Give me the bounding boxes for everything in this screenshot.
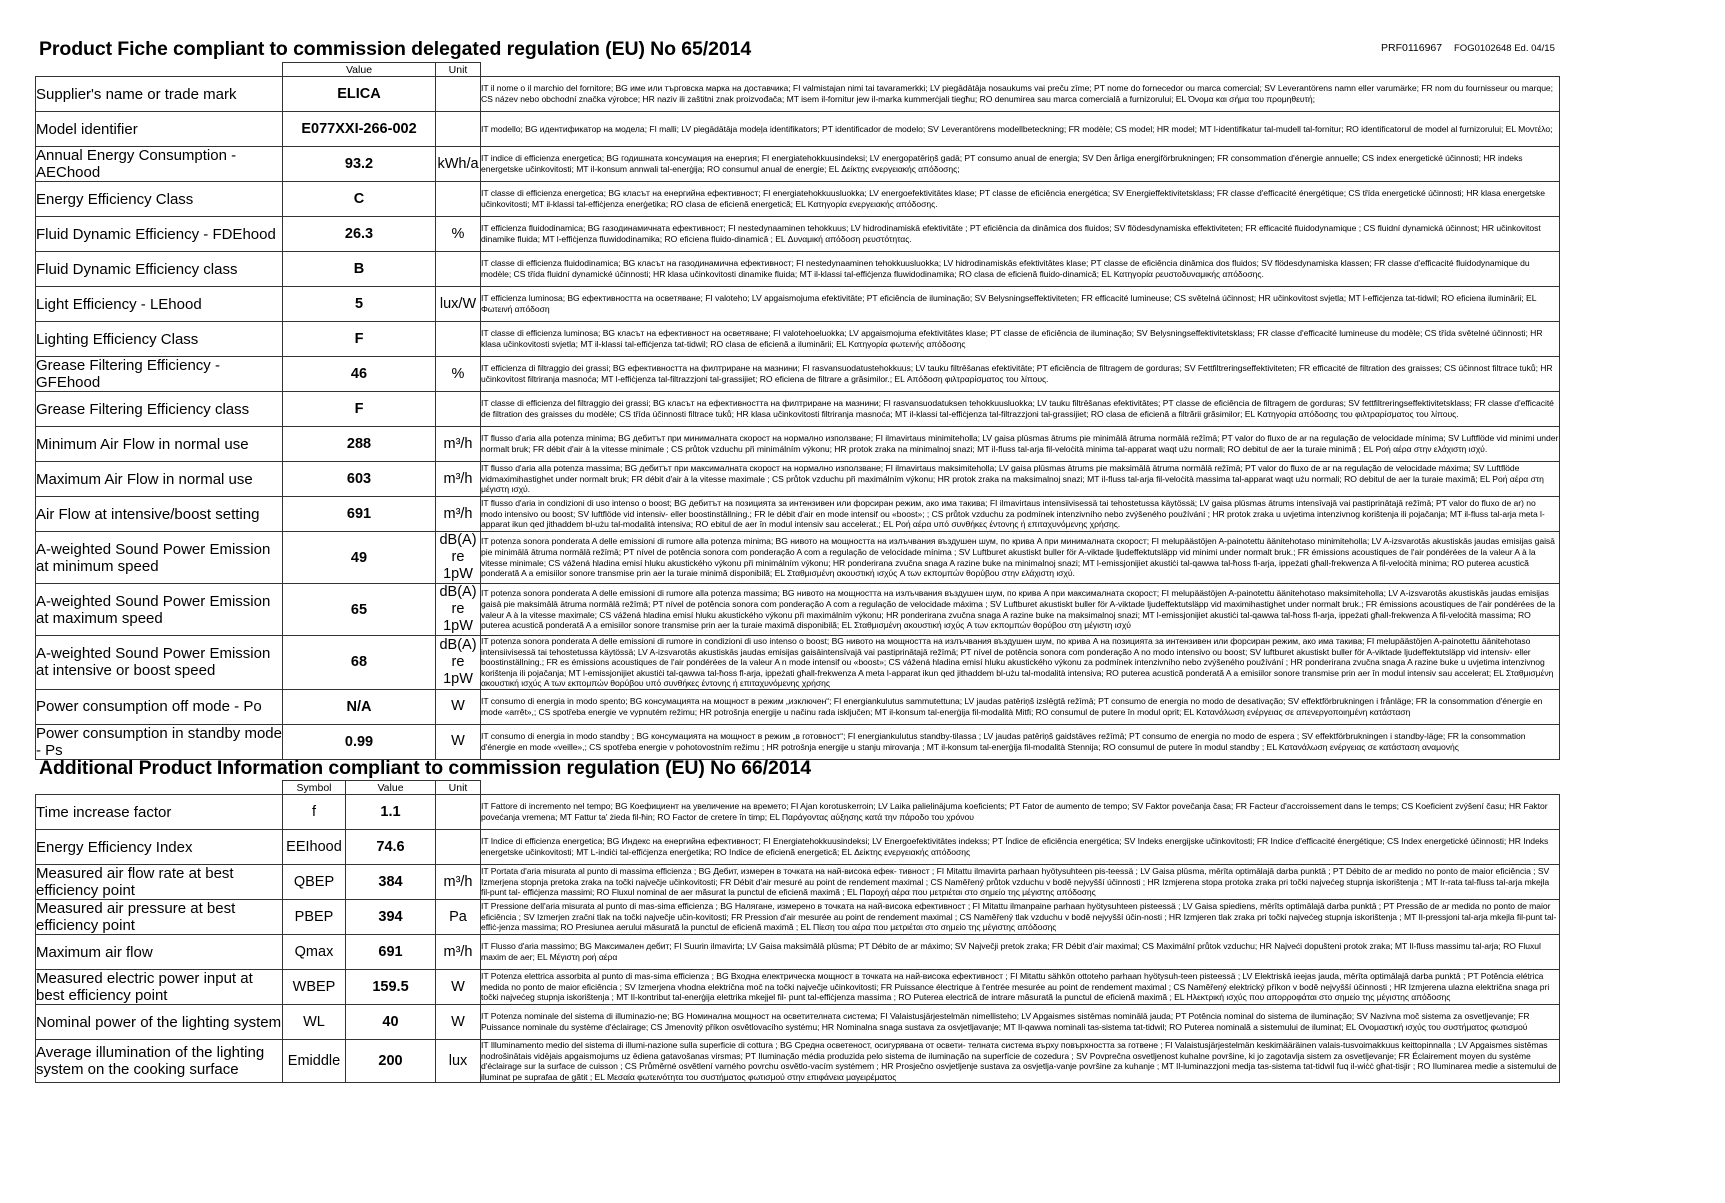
additional-info-symbol: Qmax: [283, 935, 346, 970]
additional-info-unit: m³/h: [436, 865, 481, 900]
fiche-value: B: [283, 252, 436, 287]
fiche-label: Power consumption in standby mode - Ps: [36, 724, 282, 759]
additional-info-label: Energy Efficiency Index: [36, 830, 283, 865]
additional-info-symbol: QBEP: [283, 865, 346, 900]
additional-info-value: 1.1: [346, 795, 436, 830]
column-header-value: Value: [283, 63, 436, 77]
fiche-row: [36, 217, 1560, 252]
additional-info-table: [35, 780, 1560, 1083]
fiche-unit: kWh/a: [436, 147, 481, 182]
fiche-unit: dB(A) re 1pW: [436, 636, 481, 690]
additional-info-value: 74.6: [346, 830, 436, 865]
additional-info-row: [36, 935, 1560, 970]
additional-info-value: 394: [346, 900, 436, 935]
additional-info-row: [36, 795, 1560, 830]
fiche-unit: dB(A) re 1pW: [436, 532, 481, 584]
fiche-value: 46: [283, 357, 436, 392]
additional-info-description: IT Indice di efficienza energetica; BG Индекс на енергийна ефективност; FI Energiatehokkuusindeksi; LV Energoefektivitātes indekss; PT Índice de eficiência energética; SV Indeks energijske učinkovitosti; FR Indice d'efficacité énergétique; CS Index energetické účinnosti; HR Indeks energetske učinkovitosti; MT L-indiċi tal-effiċjenza enerġetika; RO Indice de eficienă energetică; EL Δείκτης ενεργειακής απόδοσης: [481, 830, 1560, 865]
column-header-symbol: Symbol: [283, 781, 346, 795]
fiche-label: Power consumption off mode - Po: [36, 689, 283, 724]
additional-info-row: [36, 900, 1560, 935]
additional-info-row: [36, 830, 1560, 865]
fiche-value: ELICA: [283, 77, 436, 112]
additional-info-unit: Pa: [436, 900, 481, 935]
fiche-description: IT classe di efficienza luminosa; BG класът на ефективност на осветяване; FI valotehoeluokka; LV apgaismojuma efektivitātes klase; PT classe de eficiência de iluminação; SV Belysningseffektivitetsklass; FR classe d'efficacité lumineuse du modèle; CS třída světelné účinnosti; HR klasa učinkovitosti svjetla; MT il-klassi tal-effiċjenza tat-tidwil; RO clasa de eficienă a iluminării; EL Κατηγορία φωτεινής απόδοσης: [481, 322, 1560, 357]
fiche-description: IT indice di efficienza energetica; BG годишната консумация на енергия; FI energiatehokkuusindeksi; LV energopatēriņš gadā; PT consumo anual de energia; SV Den årliga energiförbrukningen; FR consommation d'énergie annuelle; CS index energetické účinnosti; HR indeks energetske učinkovitosti; MT il-konsum annwali tal-enerġija; RO consumul anual de energie; EL Δείκτης ενεργειακής απόδοσης;: [481, 147, 1560, 182]
additional-info-label: Average illumination of the lighting system on the cooking surface: [36, 1040, 283, 1083]
product-reference-code: PRF0116967: [1381, 42, 1443, 54]
fiche-description: IT il nome o il marchio del fornitore; BG име или търговска марка на доставчика; FI valmistajan nimi tai tavaramerkki; LV piegādātāja nosaukums vai preču zīme; PT nome do fornecedor ou marca comercial; SV Leverantörens namn eller varumärke; FR nom du fournisseur ou marque; CS název nebo obchodní značka výrobce; HR naziv ili zaštitni znak proizvođača; MT isem il-fornitur jew il-marka kummerċjali tiegħu; RO denumirea sau marca comercială a furnizorului; EL Όνομα και σήμα του προμηθευτή;: [481, 77, 1560, 112]
fiche-label: Light Efficiency - LEhood: [36, 287, 283, 322]
fiche-label: Energy Efficiency Class: [36, 182, 283, 217]
fiche-description: IT classe di efficienza del filtraggio dei grassi; BG класът на ефективността на филтриране на мазнини; FI rasvansuodatuksen tehokkuusluokka; LV tauku filtrēšanas efektivitātes; PT classe de eficiência de filtragem de gorduras; SV fettfiltreringseffektivitetsklass; FR classe d'efficacité de filtration des graisses du modèle; CS třída účinnosti filtrace tuků; HR klasa učinkovitosti filtriranja masnoća; MT il-klassi tal-effiċjenza tal-filtrazzjoni tal-grassijiet; RO clasa de eficienă a filtrării grăsimilor; EL Κατηγορία απόδοσης του φιλτραρίσματος του λίπους.: [481, 392, 1560, 427]
additional-info-description: IT Potenza elettrica assorbita al punto di mas-sima efficienza ; BG Входна електрическа мощност в точката на най-висока ефективност ; FI Mitattu sähkön ottoteho parhaan hyötysuh-teen pisteessä ; LV Elektriskā ieejas jauda, mērīta optimālajā darba punktā ; PT Potência elétrica medida no ponto de maior eficiência ; SV Izmerjena vhodna električna moč na točki največje učinkovitosti; FR Puissance électrique à l'entrée mesurée au point de rendement maximal ; CS Naměřený elektrický příkon v bodě nejvyšší účinnosti ; HR Izmjerena ulazna električna snaga pri točki najvećeg stupnja iskorištenja ; MT Il-kontribut tal-enerġija elettrika mkejjel fil- punt tal-effiċjenza massima ; RO Puterea electrică de intrare măsurată la punctul de eficienă maximă ; EL Ηλεκτρική ισχύς που απορροφάται στο σημείο της μέγιστης απόδοσης: [481, 970, 1560, 1005]
fiche-label: A-weighted Sound Power Emission at minimum speed: [36, 532, 283, 584]
fiche-label: Fluid Dynamic Efficiency - FDEhood: [36, 217, 283, 252]
fiche-label: Fluid Dynamic Efficiency class: [36, 252, 283, 287]
additional-info-label: Nominal power of the lighting system: [36, 1005, 283, 1040]
column-header-unit: Unit: [436, 781, 481, 795]
additional-info-value: 200: [346, 1040, 436, 1083]
fiche-unit: [436, 392, 481, 427]
fiche-unit: W: [436, 724, 481, 759]
fiche-value: 0.99: [283, 724, 436, 759]
fiche-description: IT modello; BG идентификатор на модела; FI malli; LV piegādātāja modeļa identifikators; PT identificador de modelo; SV Leverantörens modellbeteckning; FR modèle; CS model; HR model; MT l-identifikatur tal-mudell tal-fornitur; RO identificatorul de model al furnizorului; EL Μοντέλο;: [481, 112, 1560, 147]
additional-info-symbol: WBEP: [283, 970, 346, 1005]
fiche-row: [36, 689, 1560, 724]
additional-info-value: 384: [346, 865, 436, 900]
additional-info-label: Maximum air flow: [36, 935, 283, 970]
fiche-description: IT classe di efficienza energetica; BG класът на енергийна ефективност; FI energiatehokkuusluokka; LV energoefektivitātes klase; PT classe de eficiência energética; SV Energieffektivitetsklass; FR classe d'efficacité énergétique; CS třída energetické účinnosti; HR klasa energetske učinkovitosti; MT il-klassi tal-effiċjenza enerġetika; RO clasa de eficienă energetică; EL Κατηγορία ενεργειακής απόδοσης.: [481, 182, 1560, 217]
fiche-unit: %: [436, 357, 481, 392]
fiche-value: N/A: [283, 689, 436, 724]
fiche-unit: m³/h: [436, 497, 481, 532]
fiche-description: IT efficienza luminosa; BG ефективността на осветяване; FI valoteho; LV apgaismojuma efektivitāte; PT eficiência de iluminação; SV Belysningseffektiviteten; FR efficacité lumineuse; CS světelná účinnost; HR učinkovitost svjetla; MT l-effiċjenza tat-tidwil; RO eficiena iluminării; EL Φωτεινή απόδοση: [481, 287, 1560, 322]
fiche-unit: [436, 182, 481, 217]
fiche-description: IT flusso d'aria alla potenza minima; BG дебитът при минималната скорост на нормално използване; FI ilmavirtaus minimiteholla; LV gaisa plūsmas ātrums pie minimālā ātruma normālā režīmā; PT valor do fluxo de ar na regulação de velocidade mínima; SV Luftflöde vid minimi under normalt bruk; FR débit d'air à la vitesse minimale ; CS průtok vzduchu při minimálním výkonu; HR protok zraka na minimalnoj snazi; MT il-fluss tal-arja fil-veloċità minima tal-apparat waqt użu normali; RO debitul de aer la turaie minimă ; EL Ροή αέρα στην ελάχιστη ισχύ.: [481, 427, 1560, 462]
fiche-title: Product Fiche compliant to commission delegated regulation (EU) No 65/2014: [39, 38, 752, 60]
fiche-row: [36, 182, 1560, 217]
additional-info-unit: m³/h: [436, 935, 481, 970]
fiche-description: IT potenza sonora ponderata A delle emissioni di rumore alla potenza massima; BG нивото на мощността на излъчвания въздушен шум, по крива A при максималната скорост; FI melupäästöjen A-painotettu äänitehotaso maksimiteholla; LV A-izsvarotās akustiskās jaudas emisijas gaisā pie maksimālā ātruma normālā režīmā; PT nível de potência sonora com ponderação A com a regulação de velocidade máxima ; SV Luftburet akustiskt buller för A-viktade ljudeffektutsläpp vid maximihastighet under normalt bruk.; FR émissions acoustiques de l'air pondérées de la valeur A à la vitesse maximale; CS vážená hladina emisí hluku akustického výkonu při maximálním výkonu; HR ponderirana zvučna snaga A razine buke na maksimalnoj snazi; MT l-emissjonijiet akustiċi tal-qawwa tal-ħoss fl-arja, ippeżati għall-frekwenza A fil-veloċità massima; RO puterea acustică ponderată A a emisiilor sonore transmise prin aer la turaie maximă disponibilă; EL Σταθμισμένη ακουστική ισχύς A των εκπομπών θορύβου στη μέγιστη ισχύ: [481, 584, 1560, 636]
additional-info-row: [36, 1040, 1560, 1083]
additional-info-row: [36, 1005, 1560, 1040]
fiche-value: 5: [283, 287, 436, 322]
fiche-value: F: [283, 322, 436, 357]
additional-info-description: IT Potenza nominale del sistema di illuminazio-ne; BG Номинална мощност на осветителната система; FI Valaistusjärjestelmän nimellisteho; LV Apgaismes sistēmas nominālā jauda; PT Potência nominal do sistema de iluminação; SV Nazivna moč sistema za osvetljevanje; FR Puissance nominale du système d'éclairage; CS Jmenovitý příkon osvětlovacího systému; HR Nominalna snaga sustava za osvjetljavanje; MT Il-qawwa nominali tas-sistema tat-tidwil; RO Puterea nominală a sistemului de iluminat; EL Ονομαστική ισχύς του συστήματος φωτισμού: [481, 1005, 1560, 1040]
product-fiche-table: [35, 62, 1560, 760]
additional-info-symbol: f: [283, 795, 346, 830]
additional-info-description: IT Pressione dell'aria misurata al punto di mas-sima efficienza ; BG Налягане, измерено в точката на най-висока ефективност ; FI Mitattu ilmanpaine parhaan hyötysuhteen pisteessä ; LV Gaisa spiediens, mērīts optimālajā darba punktā ; PT Pressão de ar medida no ponto de maior eficiência ; SV Izmerjen zračni tlak na točki največje učin-kovitosti; FR Pression d'air mesurée au point de rendement maximal ; CS Naměřený tlak vzduchu v bodě nejvyšší účin-nosti ; HR Izmjeren tlak zraka pri točki najvećeg stupnja iskorištenja ; MT Il-pressjoni tal-arja mkejla fil-punt tal-effiċ-jenza massima; RO Presiunea aerului măsurată la punctul de eficienă maximă ; EL Πίεση του αέρα που μετριέται στο σημείο της μέγιστης απόδοσης: [481, 900, 1560, 935]
additional-info-symbol: PBEP: [283, 900, 346, 935]
fiche-row: [36, 287, 1560, 322]
fiche-label: Model identifier: [36, 112, 283, 147]
fiche-description: IT consumo di energia in modo spento; BG консумацията на мощност в режим „изключен“; FI energiankulutus sammutettuna; LV jaudas patēriņš izslēgtā režīmā; PT consumo de energia no modo de desativação; SV effektförbrukningen i frånläge; FR la consommation d'énergie en mode «arrêt»,; CS spotřeba energie ve vypnutém režimu; HR potrošnja energije u načinu rada isključen; MT il-konsum tal-enerġija fil-modalità Mitfi; RO consumul de putere în modul oprit; EL Κατανάλωση ενέργειας σε απενεργοποιημένη κατάσταση: [481, 689, 1560, 724]
fiche-unit: W: [436, 689, 481, 724]
fiche-unit: lux/W: [436, 287, 481, 322]
additional-info-description: IT Illuminamento medio del sistema di illumi-nazione sulla superficie di cottura ; BG Средна осветеност, осигурявана от освети- телната система върху повърхността за готвене ; FI Valaistusjärjestelmän keskimääräinen valais-tusvoimakkuus keittopinnalla ; LV Apgaismes sistēmas nodrošinātais vidējais apgaismojums uz ēdiena gatavošanas virsmas; PT Iluminação média produzida pelo sistema de iluminação na superfície de cozedura ; SV Povprečna osvetljenost kuhalne površine, ki jo zagotavlja sistem za osvetljevanje; FR Éclairement moyen du système d'éclairage sur la surface de cuisson ; CS Průměrné osvětlení varného povrchu osvětlo-vacím systémem ; HR Prosječno osvjetljenje sustava za osvjetlja-vanje površine za kuhanje ; MT Il-luminazzjoni medja tas-sistema tat-tidwil fuq il-wiċċ għat-tisjir ; RO Iluminarea medie a sistemului de iluminat pe suprafaa de gătit ; EL Μεσαία φωτεινότητα του συστήματος φωτισμού στην επιφάνεια μαγειρέματος: [481, 1040, 1560, 1083]
fiche-row: [36, 636, 1560, 690]
product-fiche-header-row: [36, 63, 1560, 77]
additional-info-description: IT Portata d'aria misurata al punto di massima efficienza ; BG Дебит, измерен в точката на най-висока ефек- тивност ; FI Mitattu ilmavirta parhaan hyötysuhteen pis-teessä ; LV Gaisa plūsma, mērīta optimālajā darba punktā ; PT Débito de ar medido no ponto de maior eficiência ; SV Izmerjena stopnja pretoka zraka na točki največje učinkovitosti; FR Débit d'air mesuré au point de rendement maximal ; CS Naměřený průtok vzduchu v bodě nejvyšší účinnosti ; HR Izmjerena stopa protoka zraka pri točki najvećeg stupnja iskorištenja ; MT Ir-rata tal-fluss tal-arja mkejla fil-punt tal- effiċjenza massimi; RO Fluxul nominal de aer măsurat la punctul de eficienă maximă ; EL Παροχή αέρα που μετριέται στο σημείο της μέγιστης απόδοσης: [481, 865, 1560, 900]
additional-info-label: Measured electric power input at best efficiency point: [36, 970, 283, 1005]
fiche-unit: m³/h: [436, 462, 481, 497]
additional-info-header-row: [36, 781, 1560, 795]
additional-info-value: 159.5: [346, 970, 436, 1005]
fiche-label: A-weighted Sound Power Emission at intensive or boost speed: [36, 636, 283, 690]
additional-info-value: 691: [346, 935, 436, 970]
fiche-label: Air Flow at intensive/boost setting: [36, 497, 283, 532]
additional-info-symbol: Emiddle: [283, 1040, 346, 1083]
additional-info-row: [36, 970, 1560, 1005]
fiche-unit: [436, 77, 481, 112]
fiche-unit: [436, 252, 481, 287]
fiche-value: 65: [283, 584, 436, 636]
additional-info-unit: W: [436, 970, 481, 1005]
fiche-label: Grease Filtering Efficiency class: [36, 392, 283, 427]
fiche-value: C: [283, 182, 436, 217]
fiche-value: 68: [283, 636, 436, 690]
fiche-unit: [436, 112, 481, 147]
fiche-row: [36, 462, 1560, 497]
fiche-value: 288: [283, 427, 436, 462]
fiche-unit: %: [436, 217, 481, 252]
additional-info-value: 40: [346, 1005, 436, 1040]
additional-info-unit: W: [436, 1005, 481, 1040]
fiche-row: [36, 584, 1560, 636]
fiche-value: F: [283, 392, 436, 427]
fiche-label: Minimum Air Flow in normal use: [36, 427, 283, 462]
fiche-description: IT consumo di energia in modo standby ; BG консумацията на мощност в режим „в готовност“; FI energiankulutus standby-tilassa ; LV jaudas patēriņš gaidstāves režīmā; PT consumo de energia no modo de espera ; SV effektförbrukningen i standby-läge; FR la consommation d'énergie en mode «veille»,; CS spotřeba energie v pohotovostním režimu ; HR potrošnja energije u stanju mirovanja ; MT il-konsum tal-enerġija fil-modalità Stennija; RO consumul de putere în modul standby ; EL Κατανάλωση ενέργειας σε κατάσταση αναμονής: [481, 724, 1560, 759]
additional-info-description: IT Flusso d'aria massimo; BG Максимален дебит; FI Suurin ilmavirta; LV Gaisa maksimālā plūsma; PT Débito de ar máximo; SV Največji pretok zraka; FR Débit d'air maximal; CS Maximální průtok vzduchu; HR Najveći dopušteni protok zraka; MT Il-fluss massimu tal-arja; RO Fluxul maxim de aer; EL Μέγιστη ροή αέρα: [481, 935, 1560, 970]
fiche-label: Lighting Efficiency Class: [36, 322, 283, 357]
additional-info-unit: [436, 830, 481, 865]
fiche-value: 93.2: [283, 147, 436, 182]
additional-info-symbol: WL: [283, 1005, 346, 1040]
fiche-unit: m³/h: [436, 427, 481, 462]
additional-info-label: Measured air flow rate at best efficiency point: [36, 865, 283, 900]
fiche-description: IT flusso d'aria alla potenza massima; BG дебитът при максималната скорост на нормално използване; FI ilmavirtaus maksimiteholla; LV gaisa plūsmas ātrums pie maksimālā ātruma normālā režīmā; PT valor do fluxo de ar na regulação de velocidade máxima; SV Luftflöde vidmaximihastighet under normalt bruk; FR débit d'air à la vitesse maximale ; CS průtok vzduchu při maximálním výkonu; HR protok zraka na maksimalnoj snazi; MT il-fluss tal-arja fil-veloċità massima tal-apparat waqt użu normali; RO debitul de aer la turaie maximă; EL Ροή αέρα στη μέγιστη ισχύ.: [481, 462, 1560, 497]
fiche-value: 603: [283, 462, 436, 497]
fiche-row: [36, 392, 1560, 427]
fiche-label: Annual Energy Consumption - AEChood: [36, 147, 283, 182]
additional-info-unit: [436, 795, 481, 830]
fiche-row: [36, 357, 1560, 392]
fiche-row: [36, 147, 1560, 182]
fiche-description: IT efficienza fluidodinamica; BG газодинамичната ефективност; FI nestedynaaminen tehokkuus; LV hidrodinamiskā efektivitāte ; PT eficiência da dinâmica dos fluidos; SV flödesdynamiska effektiviteten; FR efficacité fluidodynamique ; CS fluidní dynamická účinnost; HR učinkovitost dinamike fluida; MT l-effiċjenza fluwidodinamika; RO eficiena fluido-dinamică ; EL Δυναμική απόδοση ρευστότητας.: [481, 217, 1560, 252]
fiche-label: Maximum Air Flow in normal use: [36, 462, 283, 497]
fiche-row: [36, 252, 1560, 287]
additional-info-row: [36, 865, 1560, 900]
additional-info-title: Additional Product Information compliant to commission regulation (EU) No 66/2014: [39, 757, 811, 779]
fiche-label: Grease Filtering Efficiency - GFEhood: [36, 357, 283, 392]
fiche-value: 49: [283, 532, 436, 584]
fiche-unit: [436, 322, 481, 357]
fiche-unit: dB(A) re 1pW: [436, 584, 481, 636]
fiche-description: IT classe di efficienza fluidodinamica; BG класът на газодинамична ефективност; FI nestedynaaminen tehokkuusluokka; LV hidrodinamiskās efektivitātes klase; PT classe de eficiência dinâmica dos fluidos; SV flödesdynamiska klassen; FR classe d'efficacité fluidodynamique du modèle; CS třída fluidní dynamické účinnosti; HR klasa učinkovitosti dinamike fluida; MT il-klassi tal-effiċjenza fluwidodinamika; RO clasa de eficienă fluido-dinamică; EL Κατηγορία ρευστοδυναμικής απόδοσης.: [481, 252, 1560, 287]
additional-info-label: Measured air pressure at best efficiency point: [36, 900, 283, 935]
fiche-value: 691: [283, 497, 436, 532]
additional-info-unit: lux: [436, 1040, 481, 1083]
additional-info-label: Time increase factor: [36, 795, 283, 830]
additional-info-description: IT Fattore di incremento nel tempo; BG Коефициент на увеличение на времето; FI Ajan korotuskerroin; LV Laika palielinājuma koeficients; PT Fator de aumento de tempo; SV Faktor povečanja časa; FR Facteur d'accroissement dans le temps; CS Koeficient zvýšení času; HR Faktor povećanja vremena; MT Fattur ta' żieda fil-ħin; RO Factor de cretere în timp; EL Παράγοντας αύξησης κατά την πάροδο του χρόνου: [481, 795, 1560, 830]
fiche-description: IT potenza sonora ponderata A delle emissioni di rumore alla potenza minima; BG нивото на мощността на излъчвания въздушен шум, по крива A при минималната скорост; FI melupäästöjen A-painotettu äänitehotaso minimiteholla; LV A-izsvarotās akustiskās jaudas emisijas gaisā pie minimālā ātruma normālā režīmā; PT nível de potência sonora com ponderação A com a regulação de velocidade mínima ; SV Luftburet akustiskt buller för A-viktade ljudeffektutsläpp vid minimi under normalt bruk.; FR émissions acoustiques de l'air pondérées de la valeur A à la vitesse minimale; CS vážená hladina emisí hluku akustického výkonu při minimálním výkonu; HR ponderirana zvučna snaga A razine buke na minimalnoj snazi; MT l-emissjonijiet akustiċi tal-qawwa tal-ħoss fl-arja, ippeżati għall-frekwenza A fil-veloċità minima; RO puterea acustică ponderată A a emisiilor sonore transmise prin aer la turaie minimă disponibilă; EL Σταθμισμένη ακουστική ισχύς A των εκπομπών θορύβου στην ελάχιστη ισχύ.: [481, 532, 1560, 584]
fiche-row: [36, 112, 1560, 147]
fiche-value: E077XXI-266-002: [283, 112, 436, 147]
fiche-description: IT efficienza di filtraggio dei grassi; BG ефективността на филтриране на мазнини; FI rasvansuodatustehokkuus; LV tauku filtrēšanas efektivitāte; PT eficiência de filtragem de gorduras; SV Fettfiltreringseffektiviteten; FR efficacité de filtration des graisses; CS účinnost filtrace tuků; HR učinkovitost filtriranja masnoća; MT l-effiċjenza tal-filtrazzjoni tal-grassijiet; RO eficiena de filtrare a grăsimilor.; EL Απόδοση φιλτραρίσματος του λίπους.: [481, 357, 1560, 392]
fiche-row: [36, 77, 1560, 112]
additional-info-symbol: EEIhood: [283, 830, 346, 865]
document-edition: FOG0102648 Ed. 04/15: [1454, 43, 1555, 54]
fiche-value: 26.3: [283, 217, 436, 252]
fiche-row: [36, 724, 1560, 759]
column-header-value: Value: [346, 781, 436, 795]
fiche-label: A-weighted Sound Power Emission at maximum speed: [36, 584, 283, 636]
fiche-row: [36, 322, 1560, 357]
fiche-row: [36, 497, 1560, 532]
fiche-row: [36, 427, 1560, 462]
fiche-row: [36, 532, 1560, 584]
fiche-description: IT flusso d'aria in condizioni di uso intenso o boost; BG дебитът на позицията за интензивен или форсиран режим, ако има такива; FI ilmavirtaus intensiivisessä tai tehostetussa käytössä; LV gaisa plūsmas ātrums intensīvajā vai pastiprinātajā režīmā; PT valor do fluxo de ar) no modo intensivo ou boost; SV luftflöde vid intensiv- eller boostinställning.; FR le débit d'air en mode intensif ou «boost»; ; CS průtok vzduchu za podmínek intenzivního nebo zvýšeného používání ; HR protok zraka u uvjetima intenzivnog korištenja ili pojačanja; MT il-fluss tal-arja meta l- apparat ikun qed jithaddem bl-użu tal-modalità intensiva; RO ebitul de aer în modul intensiv sau accelerat.; EL Ροή αέρα υπό συνθήκες έντονης ή επιταχυνόμενης χρήσης.: [481, 497, 1560, 532]
column-header-unit: Unit: [436, 63, 481, 77]
fiche-description: IT potenza sonora ponderata A delle emissioni di rumore in condizioni di uso intenso o boost; BG нивото на мощността на излъчвания въздушен шум, по крива A на позицията за интензивен или форсиран режим, ако има такива; FI melupäästöjen A-painotettu äänitehotaso intensiivisessä tai tehostetussa käytössä; LV A-izsvarotās akustiskās jaudas emisijas gaisāintensīvajā vai pastiprinātajā režīmā; PT nível de potência sonora com ponderação A no modo intensivo ou boost; SV luftburet akustiskt buller för A-viktade ljudeffektutsläpp vid intensiv- eller boostinställning.; FR es émissions acoustiques de l'air pondérées de la valeur A n mode intensif ou «boost»; CS vážená hladina emisí hluku akustického výkonu za podmínek intenzivního nebo zvýšeného používání ; HR ponderirana zvučna snaga A razine buke u uvjetima intenzivnog korištenja ili pojačanja; MT l-emissjonijiet akustiċi tal-qawwa tal-ħoss fl-arja, ippeżati għall-frekwenza A meta l-apparat ikun qed jithaddem bl-użu tal-modalità intensiva; RO puterea acustică ponderată A a emisiilor sonore transmise prin aer în modul intensiv sau accelerat; EL Σταθμισμένη ακουστική ισχύς A των εκπομπών θορύβου υπό συνθήκες έντονης ή επιταχυνόμενης χρήσης: [481, 636, 1560, 690]
fiche-label: Supplier's name or trade mark: [36, 77, 283, 112]
